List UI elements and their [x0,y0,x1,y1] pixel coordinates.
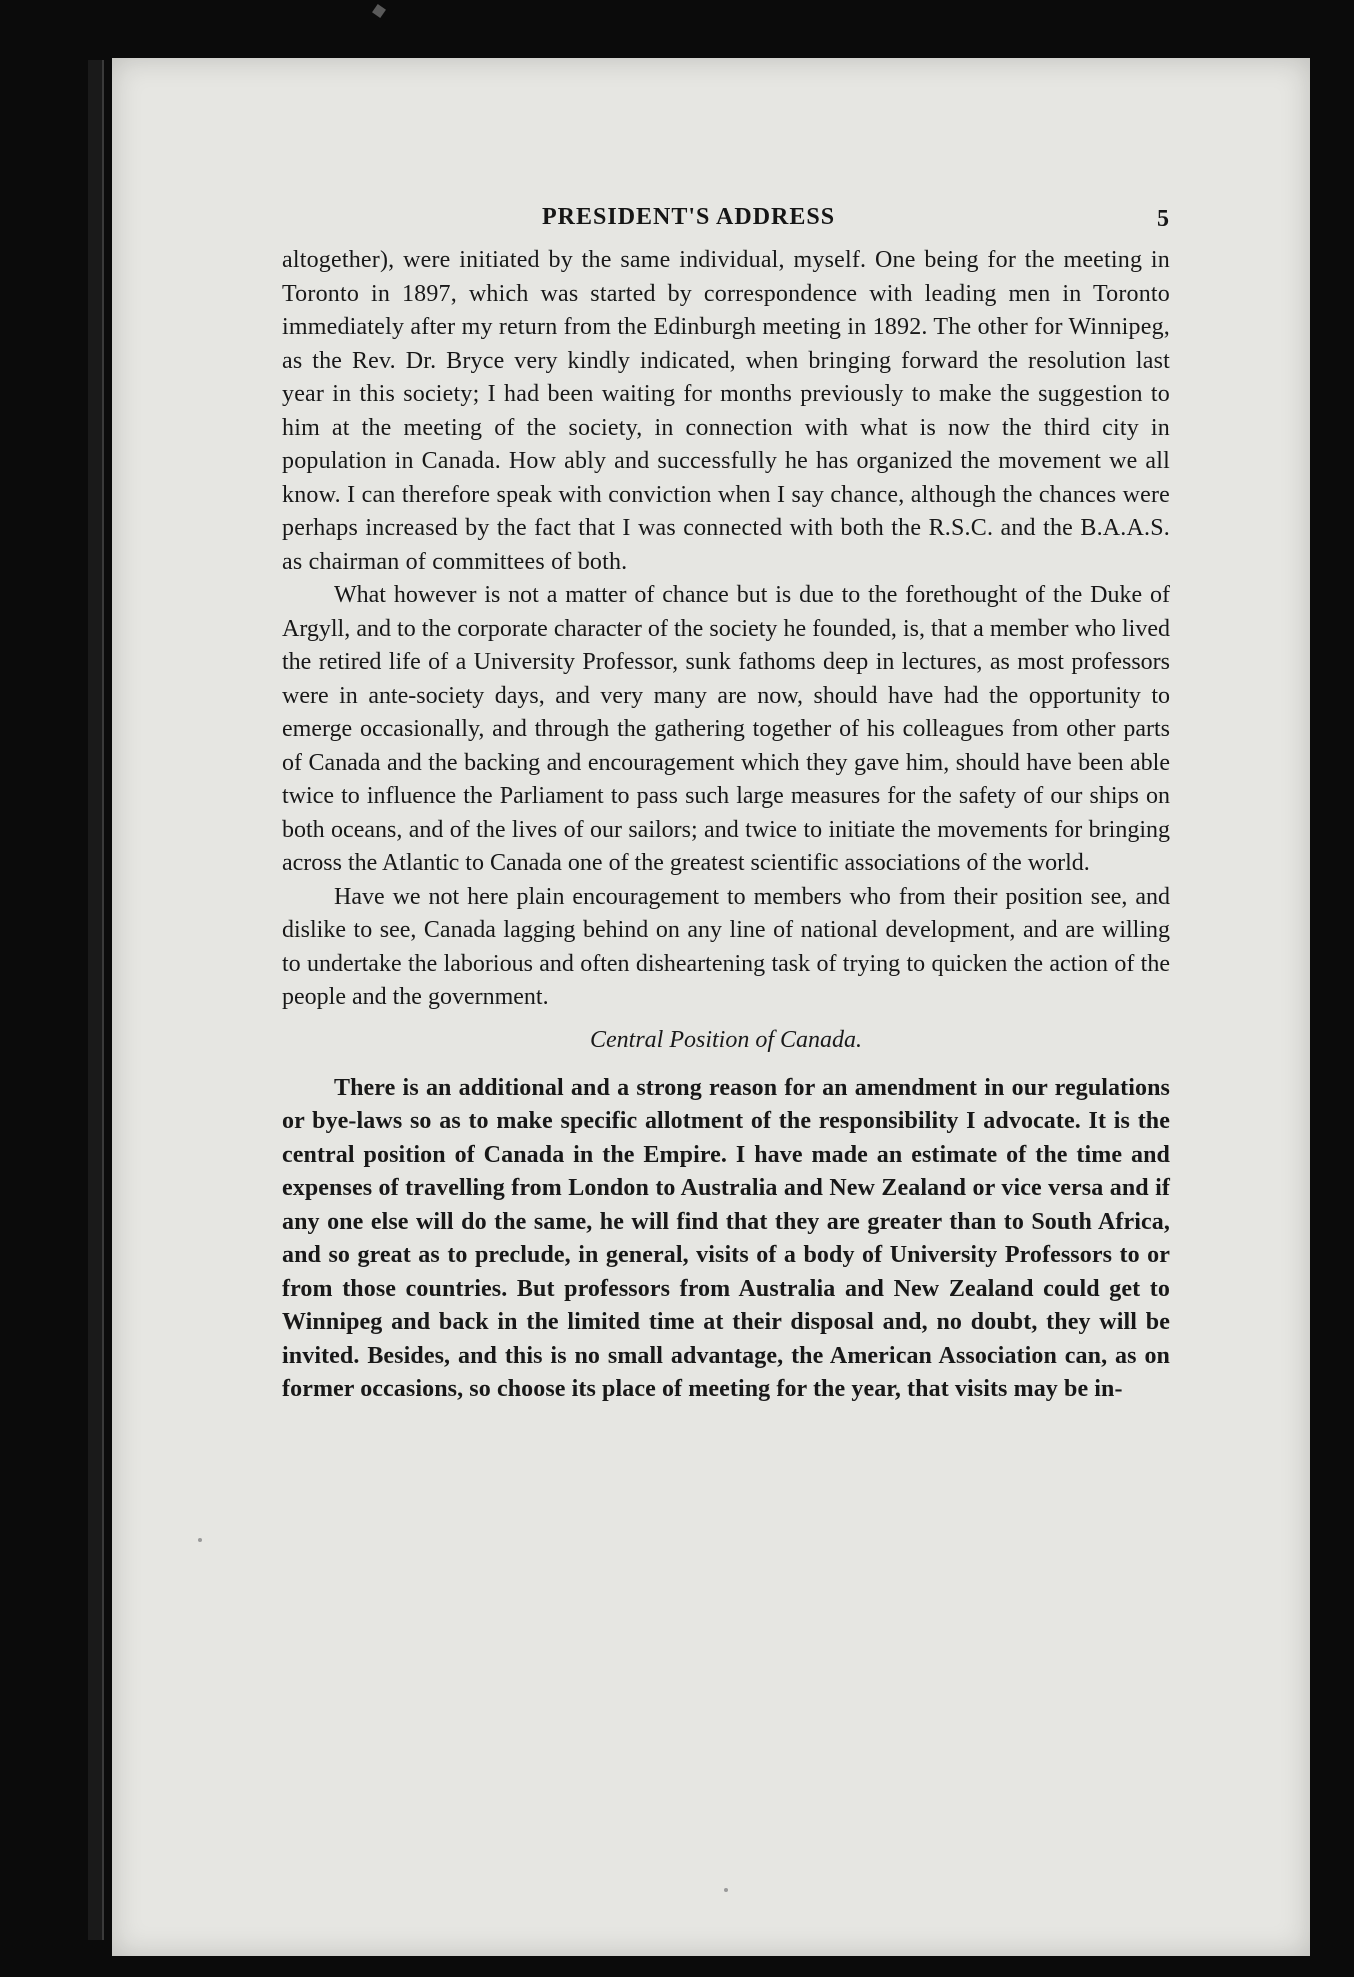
paragraph-encouragement: Have we not here plain encouragement to members who from their position see, and dislike to see, Canada lagging behind on any line of national development, and are willing to undertake the laborious and often disheartening task of trying to quicken the action of the people and the government. [282,883,1170,1010]
paragraph-forethought: What however is not a matter of chance but is due to the forethought of the Duke of Argyll, and to the corporate character of the society he founded, is, that a member who lived the retired life of a University Professor, sunk fathoms deep in lectures, as most professors were in ante-society days, and very many are now, should have had the opportunity to emerge occasionally, and through the gathering together of his colleagues from other parts of Canada and the backing and encouragement which they gave him, should have been able twice to influence the Parliament to pass such large measures for the safety of our ships on both oceans, and of the lives of our sailors; and twice to initiate the movements for bringing across the Atlantic to Canada one of the greatest scientific associations of the world. [282,582,1170,876]
dust-speck [198,1538,202,1542]
scan-mark [372,4,386,18]
running-head-title: PRESIDENT'S ADDRESS [542,204,836,230]
paragraph-continued: altogether), were initiated by the same individual, myself. One being for the meeting in Toronto in 1897, which was started by correspondence with leading men in Toronto immediately after my return from the Edinburgh meeting in 1892. The other for Winnipeg, as the Rev. Dr. Bryce very kindly indicated, when bringing forward the resolution last year in this society; I had been waiting for months previously to make the suggestion to him at the meeting of the society, in connection with what is now the third city in population in Canada. How ably and successfully he has organized the movement we all know. I can therefore speak with conviction when I say chance, although the chances were perhaps increased by the fact that I was connected with both the R.S.C. and the B.A.A.S. as chairman of committees of both. [282,247,1170,575]
page-number: 5 [1157,206,1170,232]
body-text [282,244,1170,1407]
page-edge-strip [88,60,104,1940]
paragraph-central-position: There is an additional and a strong reason for an amendment in our regulations or bye-laws so as to make specific allotment of the responsibility I advocate. It is the central position of Canada in the Empire. I have made an estimate of the time and expenses of travelling from London to Australia and New Zealand or vice versa and if any one else will do the same, he will find that they are greater than to South Africa, and so great as to preclude, in general, visits of a body of University Professors to or from those countries. But professors from Australia and New Zealand could get to Winnipeg and back in the limited time at their disposal and, no doubt, they will be invited. Besides, and this is no small advantage, the American Association can, as on former occasions, so choose its place of meeting for the year, that visits may be in- [282,1074,1170,1402]
section-heading: Central Position of Canada. [589,1026,862,1053]
page-content [282,204,1170,1407]
running-head [282,204,1170,244]
dust-speck [724,1888,728,1892]
document-page [112,58,1310,1956]
